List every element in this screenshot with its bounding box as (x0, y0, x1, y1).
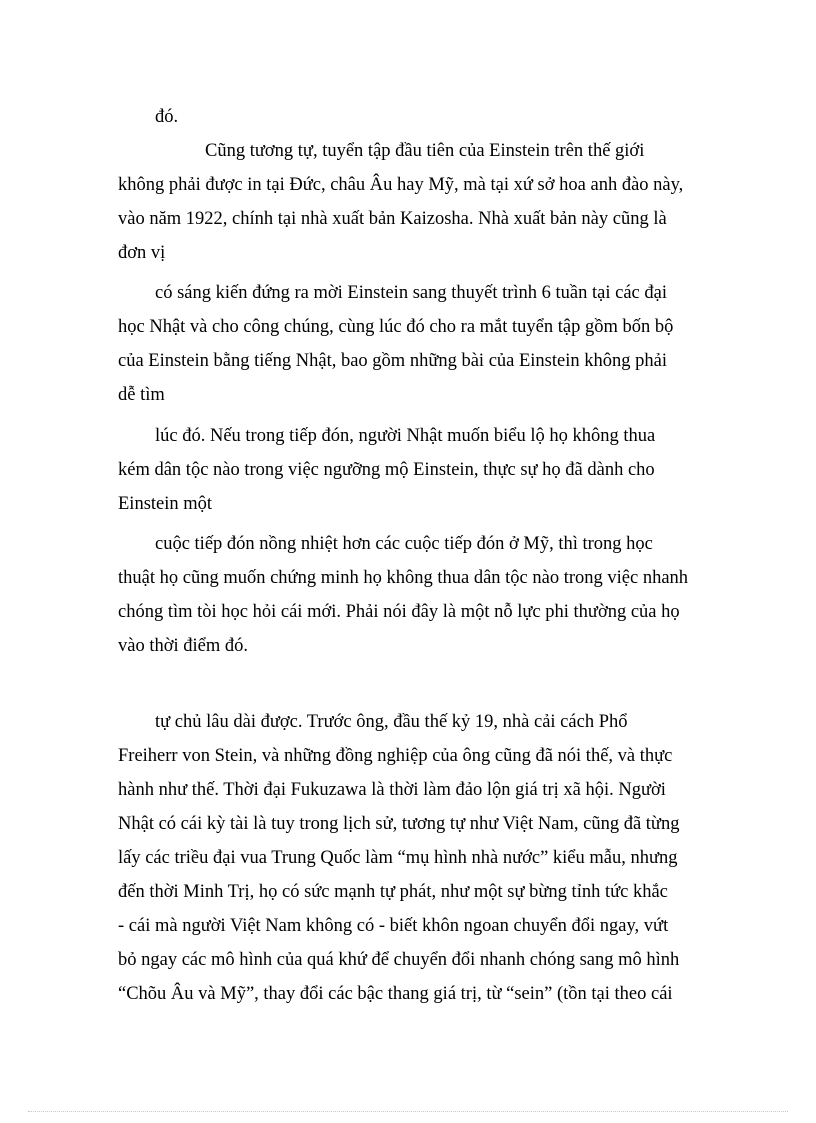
text-line: lúc đó. Nếu trong tiếp đón, người Nhật muốn biểu lộ họ không thua (155, 426, 656, 446)
text-line: Nhật có cái kỳ tài là tuy trong lịch sử, tương tự như Việt Nam, cũng đã từng (118, 814, 680, 834)
text-line: vào thời điểm đó. (118, 636, 249, 656)
text-line: bỏ ngay các mô hình của quá khứ để chuyển đổi nhanh chóng sang mô hình (118, 950, 680, 970)
text-line: tự chủ lâu dài được. Trước ông, đầu thế kỷ 19, nhà cải cách Phổ (155, 712, 628, 732)
text-line: không phải được in tại Đức, châu Âu hay Mỹ, mà tại xứ sở hoa anh đào này, (118, 175, 684, 195)
text-line: hành như thế. Thời đại Fukuzawa là thời làm đảo lộn giá trị xã hội. Người (118, 780, 666, 800)
text-line: lấy các triều đại vua Trung Quốc làm “mụ hình nhà nước” kiểu mẫu, nhưng (118, 848, 678, 868)
text-line: dễ tìm (118, 385, 165, 405)
page-bottom-divider (28, 1111, 788, 1112)
text-line: của Einstein bằng tiếng Nhật, bao gồm những bài của Einstein không phải (118, 351, 667, 371)
text-line: - cái mà người Việt Nam không có - biết khôn ngoan chuyển đổi ngay, vứt (118, 916, 669, 936)
text-line: đơn vị (118, 243, 166, 263)
text-line: cuộc tiếp đón nồng nhiệt hơn các cuộc tiếp đón ở Mỹ, thì trong học (155, 534, 653, 554)
text-line: “Chõu Âu và Mỹ”, thay đổi các bậc thang giá trị, từ “sein” (tồn tại theo cái (118, 984, 673, 1004)
text-line: có sáng kiến đứng ra mời Einstein sang thuyết trình 6 tuần tại các đại (155, 283, 667, 303)
text-line: vào năm 1922, chính tại nhà xuất bản Kaizosha. Nhà xuất bản này cũng là (118, 209, 667, 229)
text-line: Einstein một (118, 494, 213, 514)
text-line: Freiherr von Stein, và những đồng nghiệp của ông cũng đã nói thế, và thực (118, 746, 673, 766)
text-line: Cũng tương tự, tuyển tập đầu tiên của Einstein trên thế giới (205, 141, 645, 161)
text-line: đó. (155, 107, 179, 127)
text-line: học Nhật và cho công chúng, cùng lúc đó cho ra mắt tuyển tập gồm bốn bộ (118, 317, 674, 337)
text-line: đến thời Minh Trị, họ có sức mạnh tự phát, như một sự bừng tỉnh tức khắc (118, 882, 668, 902)
text-line: chóng tìm tòi học hỏi cái mới. Phải nói đây là một nỗ lực phi thường của họ (118, 602, 680, 622)
text-line: kém dân tộc nào trong việc ngưỡng mộ Einstein, thực sự họ đã dành cho (118, 460, 655, 480)
text-line: thuật họ cũng muốn chứng minh họ không thua dân tộc nào trong việc nhanh (118, 568, 689, 588)
